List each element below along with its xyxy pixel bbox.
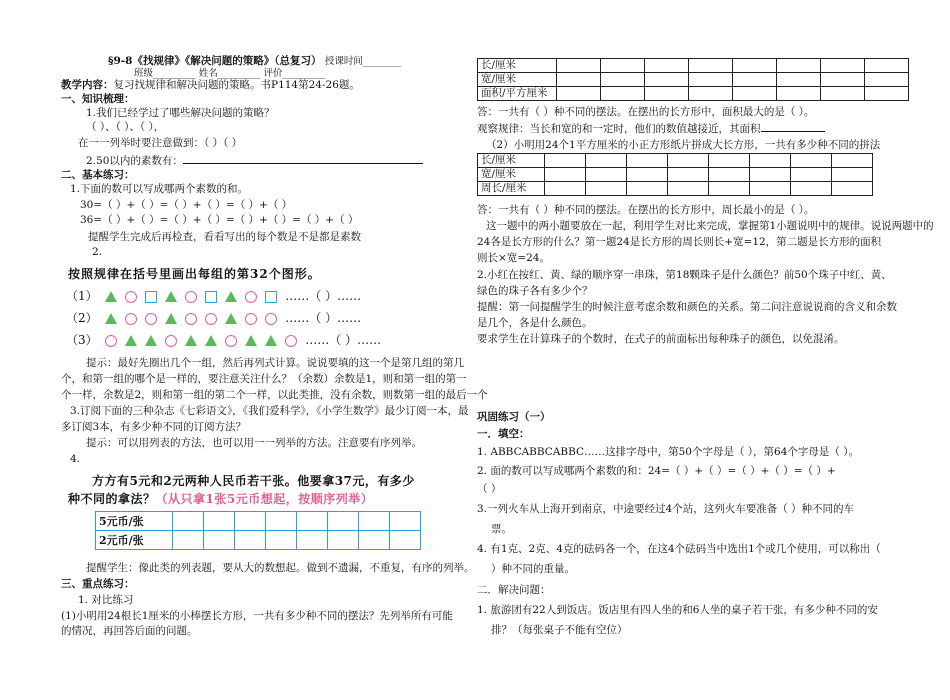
table-cell[interactable]: [777, 59, 821, 73]
table-cell[interactable]: [865, 59, 909, 73]
s2-question2-num: 2.: [92, 246, 103, 258]
row-label: 宽/厘米: [478, 168, 545, 182]
table-cell[interactable]: [750, 154, 791, 168]
rectangle-table-2: [477, 153, 873, 196]
money-table: [95, 511, 421, 550]
circle-icon: [205, 313, 217, 325]
money-hint: （从只拿1张5元币想起，按顺序列举）: [155, 492, 374, 506]
goal-label: 教学内容：: [61, 79, 114, 91]
s2-question3: 3.订阅下面的三种杂志《七彩语文》，《我们爱科学》，《小学生数学》最少订阅一本，最: [70, 405, 469, 417]
table-cell[interactable]: [545, 168, 586, 182]
answer1: 答：一共有（ ）种不同的摆法。在摆出的长方形中，面积最大的是（ ）。: [477, 106, 815, 118]
table-cell[interactable]: [791, 154, 832, 168]
table-cell[interactable]: [627, 182, 668, 196]
observation-line: [477, 121, 825, 136]
triangle-icon: [105, 313, 117, 324]
circle-icon: [105, 335, 117, 347]
answer2: 答：一共有（ ）种不同的摆法。在摆出的长方形中，周长最小的是（ ）。: [477, 204, 815, 216]
money-problem-line1: 方方有5元和2元两种人民币若干张。他要拿37元，有多少: [92, 474, 415, 488]
table-cell[interactable]: [601, 87, 645, 101]
tip2-line2: 个，和第一组的哪个是一样的，要注意关注什么？（余数）余数是1，则和第一组的第一: [61, 373, 467, 385]
row-label: 面积/平方厘米: [478, 87, 557, 101]
table-cell[interactable]: [832, 168, 873, 182]
table-cell[interactable]: [668, 154, 709, 168]
s1-blanks: （ ）、（ ）、（ ），: [86, 121, 165, 133]
s3-question1a: (1)小明用24根长1厘米的小棒摆长方形，一共有多少种不同的摆法？先列举所有可能: [61, 610, 453, 622]
section3-title: 三、重点练习：: [61, 578, 135, 590]
pattern-answer-blank[interactable]: ……（ ）……: [305, 333, 382, 347]
circle-icon: [265, 313, 277, 325]
pattern-row-label: （1）: [66, 289, 98, 303]
table-cell[interactable]: [750, 182, 791, 196]
money-row-label: 2元币/张: [96, 531, 173, 550]
s2-tip1: 提醒学生完成后再检查，看看写出的每个数是不是都是素数: [88, 231, 361, 243]
circle-icon: [225, 335, 237, 347]
table-cell[interactable]: [545, 154, 586, 168]
pattern-row-label: （2）: [66, 311, 98, 325]
bead-tip2: 是几个，各是什么颜色。: [477, 317, 593, 329]
bead-question2: 绿色的珠子各有多少个？: [477, 285, 593, 297]
table-cell[interactable]: [557, 87, 601, 101]
table-cell[interactable]: [586, 182, 627, 196]
triangle-icon: [165, 291, 177, 302]
s3-question1b: 的情况，再回答后面的问题。: [61, 625, 198, 637]
circle-icon: [165, 335, 177, 347]
s1-question2: 2.50以内的素数有：: [86, 155, 183, 167]
table-cell[interactable]: [173, 531, 204, 550]
s2-question4-num: 4.: [70, 453, 81, 465]
solve-section-title: 二．解决问题：: [477, 584, 551, 596]
table-cell[interactable]: [297, 512, 328, 531]
triangle-icon: [165, 313, 177, 324]
table-cell[interactable]: [709, 168, 750, 182]
row-label: 长/厘米: [478, 59, 557, 73]
table-cell[interactable]: [601, 59, 645, 73]
table-cell[interactable]: [668, 182, 709, 196]
solve-question1: 1. 旅游团有22人到饭店。饭店里有四人坐的和6人坐的桌子若干张，有多少种不同的安: [477, 604, 878, 616]
consolidation-title: 巩固练习（一）: [477, 411, 551, 423]
table-cell[interactable]: [777, 87, 821, 101]
pattern-title: 按照规律在括号里画出每组的第32个图形。: [68, 267, 321, 281]
table-cell[interactable]: [832, 154, 873, 168]
table-cell[interactable]: [557, 59, 601, 73]
s1-question1: 1.我们已经学过了哪些解决问题的策略？: [86, 107, 275, 119]
table-cell[interactable]: [791, 182, 832, 196]
triangle-icon: [185, 335, 197, 346]
row-label: 宽/厘米: [478, 73, 557, 87]
table-cell[interactable]: [791, 168, 832, 182]
money-row-label: 5元币/张: [96, 512, 173, 531]
tip2-line1: 提示：最好先圈出几个一组，然后再列式计算。说说要填的这一个是第几组的第几: [86, 357, 464, 369]
answer-line[interactable]: [761, 121, 825, 132]
s1-question1b: 在一一列举时要注意做到：（ ）（ ）: [78, 137, 243, 149]
table-cell[interactable]: [821, 59, 865, 73]
goal-text: 复习找规律和解决问题的策略。书P114第24-26题。: [113, 79, 360, 91]
triangle-icon: [145, 335, 157, 346]
table-cell[interactable]: [865, 87, 909, 101]
table-cell[interactable]: [328, 512, 359, 531]
s2-equation1: 30=（ ）+（ ）=（ ）+（ ）=（ ）+（ ）: [80, 199, 293, 211]
table-cell[interactable]: [733, 87, 777, 101]
table-cell[interactable]: [645, 73, 689, 87]
circle-icon: [145, 313, 157, 325]
pattern-row-1: [66, 287, 361, 304]
triangle-icon: [205, 335, 217, 346]
fill-question2: 2. 面的数可以写成哪两个素数的和：24=（ ）+（ ）=（ ）+（ ）=（ ）+: [477, 465, 836, 477]
fill-question3b: 票。: [491, 523, 512, 535]
fill-question3: 3.一列火车从上海开到南京，中途要经过4个站，这列火车要准备（ ）种不同的车: [477, 503, 855, 515]
pattern-answer-blank[interactable]: ……（ ）……: [285, 311, 362, 325]
square-icon: [265, 291, 277, 303]
triangle-icon: [125, 335, 137, 346]
triangle-icon: [105, 291, 117, 302]
circle-icon: [245, 291, 257, 303]
question-2: （2）小明用24个1平方厘米的小正方形纸片拼成大长方形，一共有多少种不同的拼法: [486, 139, 881, 151]
table-cell[interactable]: [645, 59, 689, 73]
table-cell[interactable]: [750, 168, 791, 182]
table-cell[interactable]: [689, 87, 733, 101]
fill-section-title: 一．填空：: [477, 428, 530, 440]
table-cell[interactable]: [390, 512, 421, 531]
bead-tip1: 提醒：第一问提醒学生的时候注意考虑余数和颜色的关系。第二问注意说说商的含义和余数: [477, 301, 897, 313]
triangle-icon: [245, 335, 257, 346]
table-cell[interactable]: [390, 531, 421, 550]
table-cell[interactable]: [709, 154, 750, 168]
explain-line3: 则长×宽=24。: [477, 252, 550, 264]
table-cell[interactable]: [297, 531, 328, 550]
circle-icon: [245, 313, 257, 325]
explain-line2: 24各是长方形的什么？第一题24是长方形的周长则长+宽=12，第二题是长方形的面积: [477, 236, 882, 248]
money-problem-line2: [68, 490, 373, 507]
fill-question4: 4. 有1克、2克、4克的砝码各一个，在这4个砝码当中选出1个或几个使用，可以称出（: [477, 543, 881, 555]
bead-question1: 2.小红在按红、黄、绿的顺序穿一串珠，第18颗珠子是什么颜色？前50个珠子中红、黄、: [477, 269, 892, 281]
table-cell[interactable]: [821, 87, 865, 101]
answer-line[interactable]: [183, 153, 423, 164]
table-cell[interactable]: [557, 73, 601, 87]
table-cell[interactable]: [627, 154, 668, 168]
lesson-time: 授课时间________: [324, 56, 401, 67]
circle-icon: [125, 313, 137, 325]
table-cell[interactable]: [627, 168, 668, 182]
table-cell[interactable]: [832, 182, 873, 196]
s2-question1: 1.下面的数可以写成哪两个素数的和。: [70, 183, 249, 195]
table-cell[interactable]: [689, 59, 733, 73]
table-cell[interactable]: [865, 73, 909, 87]
table-cell[interactable]: [601, 73, 645, 87]
header-fields: 班级_________ 姓名_________ 评价_________: [134, 68, 326, 79]
bead-tip3: 要求学生在计算珠子的个数时，在式子的前面标出每种珠子的颜色，以免混淆。: [477, 333, 845, 345]
fill-question4b: ）种不同的重量。: [491, 563, 575, 575]
s2-tip3: 提示：可以用列表的方法，也可以用一一列举的方法。注意要有序列举。: [86, 437, 422, 449]
table-cell[interactable]: [545, 182, 586, 196]
fill-question2b: （ ）: [477, 483, 502, 495]
triangle-icon: [225, 313, 237, 324]
table-cell[interactable]: [821, 73, 865, 87]
s2-question3b: 多订阅3本，有多少种不同的订阅方法？: [61, 421, 247, 433]
lesson-title: §9-8《找规律》《解决问题的策略》（总复习）: [108, 55, 322, 67]
row-label: 长/厘米: [478, 154, 545, 168]
table-cell[interactable]: [709, 182, 750, 196]
s2-equation2: 36=（ ）+（ ）=（ ）+（ ）=（ ）+（ ）=（ ）+（ ）: [80, 214, 359, 226]
money-problem-text: 种不同的拿法？: [68, 492, 156, 506]
s2-tip4: 提醒学生：像此类的列表题，要从大的数想起。做到不遗漏，不重复，有序的列举。: [86, 562, 475, 574]
section2-title: 二、基本练习：: [61, 169, 135, 181]
pattern-row-label: （3）: [66, 333, 98, 347]
table-cell[interactable]: [235, 531, 266, 550]
table-cell[interactable]: [668, 168, 709, 182]
table-cell[interactable]: [586, 154, 627, 168]
table-cell[interactable]: [204, 512, 235, 531]
explain-line1: 这一题中的两小题要放在一起，利用学生对比来完成，掌握第1小题说明中的规律。说说两题中的: [486, 220, 934, 232]
row-label: 周长/厘米: [478, 182, 545, 196]
table-cell[interactable]: [586, 168, 627, 182]
table-cell[interactable]: [689, 73, 733, 87]
fill-question1: 1. ABBCABBCABBC……这排字母中，第50个字母是（ ），第64个字母是（ ）。: [477, 446, 859, 458]
table-cell[interactable]: [266, 531, 297, 550]
table-cell[interactable]: [173, 512, 204, 531]
pattern-answer-blank[interactable]: ……（ ）……: [285, 289, 362, 303]
rectangle-table-1: [477, 58, 909, 101]
table-cell[interactable]: [733, 73, 777, 87]
circle-icon: [285, 335, 297, 347]
table-cell[interactable]: [359, 512, 390, 531]
s3-question1: 1. 对比练习: [78, 594, 134, 606]
s1-question2-line: [86, 153, 423, 168]
tip2-line3: 个一样，余数是2，则和第一组的第二个一样，以此类推，没有余数，则数第一组的最后一个: [61, 389, 488, 401]
table-cell[interactable]: [733, 59, 777, 73]
table-cell[interactable]: [204, 531, 235, 550]
circle-icon: [125, 291, 137, 303]
table-cell[interactable]: [235, 512, 266, 531]
triangle-icon: [225, 291, 237, 302]
circle-icon: [185, 291, 197, 303]
triangle-icon: [265, 335, 277, 346]
table-cell[interactable]: [359, 531, 390, 550]
table-cell[interactable]: [328, 531, 359, 550]
square-icon: [145, 291, 157, 303]
table-cell[interactable]: [266, 512, 297, 531]
pattern-row-3: [66, 331, 381, 348]
observation: 观察规律：当长和宽的和一定时，他们的数值越接近，其面积: [477, 123, 761, 135]
table-cell[interactable]: [645, 87, 689, 101]
solve-question1b: 排？（每张桌子不能有空位）: [491, 624, 628, 636]
circle-icon: [185, 313, 197, 325]
table-cell[interactable]: [777, 73, 821, 87]
square-icon: [205, 291, 217, 303]
pattern-row-2: [66, 309, 361, 326]
section1-title: 一、知识梳理：: [61, 93, 135, 105]
